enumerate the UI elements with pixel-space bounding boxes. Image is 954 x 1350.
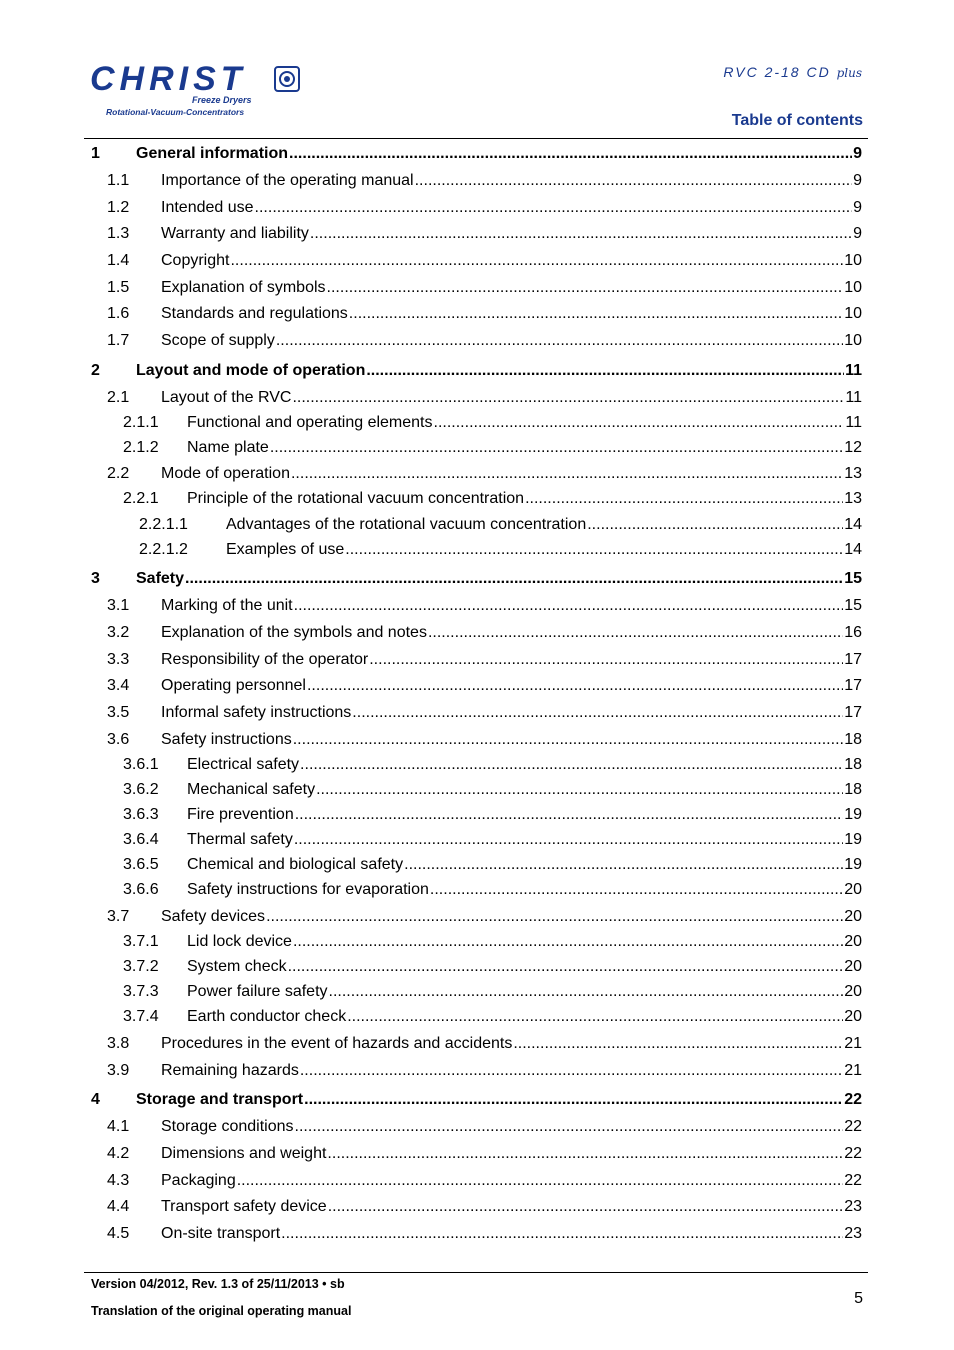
- toc-entry-number: 4.2: [107, 1145, 130, 1162]
- toc-entry[interactable]: [0, 651, 954, 673]
- section-title: Table of contents: [731, 112, 863, 129]
- toc-entry-page: 19: [844, 831, 862, 848]
- toc-dot-leader: [291, 465, 843, 483]
- toc-entry-number: 3.4: [107, 677, 130, 694]
- toc-entry-number: 1.4: [107, 252, 130, 269]
- toc-entry-title: System check: [187, 958, 287, 975]
- toc-entry-number: 1: [91, 145, 100, 162]
- toc-dot-leader: [293, 933, 843, 951]
- toc-entry-number: 4.1: [107, 1118, 130, 1135]
- toc-entry-page: 12: [844, 439, 862, 456]
- toc-entry-page: 21: [844, 1035, 862, 1052]
- toc-entry-page: 17: [844, 704, 862, 721]
- toc-entry[interactable]: [0, 1008, 954, 1030]
- toc-dot-leader: [327, 1145, 843, 1163]
- toc-dot-leader: [349, 305, 843, 323]
- toc-entry-page: 9: [853, 199, 862, 216]
- toc-entry-title: Dimensions and weight: [161, 1145, 327, 1162]
- toc-entry-title: On-site transport: [161, 1225, 281, 1242]
- toc-entry-page: 20: [844, 908, 862, 925]
- toc-entry-page: 17: [844, 677, 862, 694]
- toc-entry[interactable]: [0, 541, 954, 563]
- toc-entry-title: Electrical safety: [187, 756, 300, 773]
- toc-entry-title: Procedures in the event of hazards and accidents: [161, 1035, 513, 1052]
- toc-entry[interactable]: [0, 1172, 954, 1194]
- toc-entry-number: 3.3: [107, 651, 130, 668]
- toc-dot-leader: [329, 983, 844, 1001]
- toc-entry-page: 17: [844, 651, 862, 668]
- toc-entry-title: Importance of the operating manual: [161, 172, 414, 189]
- toc-dot-leader: [415, 172, 852, 190]
- toc-entry-page: 11: [845, 414, 862, 431]
- toc-entry-title: Fire prevention: [187, 806, 294, 823]
- toc-entry[interactable]: [0, 597, 954, 619]
- toc-entry-number: 3.7.2: [123, 958, 159, 975]
- toc-entry-title: Packaging: [161, 1172, 236, 1189]
- toc-entry-page: 10: [844, 305, 862, 322]
- toc-entry[interactable]: [0, 516, 954, 538]
- toc-dot-leader: [270, 439, 843, 457]
- toc-entry-number: 1.6: [107, 305, 130, 322]
- toc-entry[interactable]: [0, 624, 954, 646]
- toc-entry-page: 20: [844, 983, 862, 1000]
- toc-entry-title: Scope of supply: [161, 332, 275, 349]
- toc-entry-page: 13: [844, 490, 862, 507]
- toc-entry-page: 20: [844, 933, 862, 950]
- toc-dot-leader: [513, 1035, 843, 1053]
- toc-entry-number: 3.7.4: [123, 1008, 159, 1025]
- toc-dot-leader: [587, 516, 843, 534]
- toc-entry[interactable]: [0, 731, 954, 753]
- toc-entry[interactable]: [0, 199, 954, 221]
- toc-entry[interactable]: [0, 958, 954, 980]
- toc-entry-page: 10: [844, 252, 862, 269]
- toc-entry[interactable]: [0, 305, 954, 327]
- footer-translation-note: Translation of the original operating manual: [91, 1304, 352, 1318]
- toc-entry-title: Thermal safety: [187, 831, 293, 848]
- toc-entry[interactable]: [0, 983, 954, 1005]
- toc-entry[interactable]: [0, 362, 954, 384]
- toc-entry-number: 3.7.3: [123, 983, 159, 1000]
- toc-entry-title: Examples of use: [226, 541, 345, 558]
- toc-entry-number: 2.2.1.1: [139, 516, 188, 533]
- footer-divider: [84, 1272, 868, 1273]
- model-name-main: RVC 2-18 CD: [723, 64, 831, 80]
- toc-dot-leader: [430, 881, 843, 899]
- toc-entry-number: 2.1.2: [123, 439, 159, 456]
- toc-entry-number: 3.8: [107, 1035, 130, 1052]
- toc-dot-leader: [293, 731, 843, 749]
- toc-entry[interactable]: [0, 1145, 954, 1167]
- toc-entry[interactable]: [0, 831, 954, 853]
- toc-entry-title: Chemical and biological safety: [187, 856, 404, 873]
- toc-entry-page: 10: [844, 332, 862, 349]
- toc-entry-number: 3.9: [107, 1062, 130, 1079]
- toc-entry-title: Mode of operation: [161, 465, 290, 482]
- toc-entry[interactable]: [0, 781, 954, 803]
- toc-entry-page: 15: [844, 597, 862, 614]
- toc-entry-title: Operating personnel: [161, 677, 306, 694]
- toc-entry-number: 4.4: [107, 1198, 130, 1215]
- toc-entry-title: Storage conditions: [161, 1118, 294, 1135]
- toc-dot-leader: [428, 624, 843, 642]
- toc-entry-title: Responsibility of the operator: [161, 651, 369, 668]
- toc-entry-number: 1.7: [107, 332, 130, 349]
- toc-dot-leader: [276, 332, 843, 350]
- toc-entry-page: 15: [844, 570, 862, 587]
- toc-entry[interactable]: [0, 490, 954, 512]
- toc-entry-number: 2.2: [107, 465, 130, 482]
- toc-entry-page: 20: [844, 881, 862, 898]
- toc-entry-page: 22: [844, 1118, 862, 1135]
- toc-entry-page: 10: [844, 279, 862, 296]
- toc-entry[interactable]: [0, 570, 954, 592]
- toc-entry-number: 3.7: [107, 908, 130, 925]
- toc-entry[interactable]: [0, 933, 954, 955]
- logo-subtitle-rvc: Rotational-Vacuum-Concentrators: [106, 107, 245, 117]
- toc-dot-leader: [295, 1118, 844, 1136]
- toc-dot-leader: [288, 958, 844, 976]
- toc-entry[interactable]: [0, 677, 954, 699]
- toc-entry[interactable]: [0, 279, 954, 301]
- toc-dot-leader: [300, 756, 843, 774]
- toc-entry-number: 2.1.1: [123, 414, 159, 431]
- toc-entry-number: 2.1: [107, 389, 130, 406]
- toc-entry-number: 4.5: [107, 1225, 130, 1242]
- toc-entry-page: 18: [844, 731, 862, 748]
- toc-entry-title: Layout and mode of operation: [136, 362, 366, 379]
- toc-entry[interactable]: [0, 881, 954, 903]
- toc-entry-number: 3.2: [107, 624, 130, 641]
- toc-entry[interactable]: [0, 465, 954, 487]
- toc-entry-title: Informal safety instructions: [161, 704, 352, 721]
- toc-entry[interactable]: [0, 704, 954, 726]
- toc-entry-page: 9: [853, 145, 862, 162]
- toc-dot-leader: [352, 704, 843, 722]
- toc-entry-page: 13: [844, 465, 862, 482]
- toc-entry[interactable]: [0, 1062, 954, 1084]
- toc-entry[interactable]: [0, 1225, 954, 1247]
- toc-entry-page: 23: [844, 1198, 862, 1215]
- toc-entry-page: 23: [844, 1225, 862, 1242]
- toc-entry[interactable]: [0, 1091, 954, 1113]
- toc-entry[interactable]: [0, 414, 954, 436]
- toc-entry-title: Intended use: [161, 199, 254, 216]
- toc-entry[interactable]: [0, 145, 954, 167]
- toc-entry-title: General information: [136, 145, 289, 162]
- toc-entry-page: 20: [844, 958, 862, 975]
- toc-entry[interactable]: [0, 1035, 954, 1057]
- toc-dot-leader: [316, 781, 843, 799]
- toc-entry-number: 1.2: [107, 199, 130, 216]
- toc-entry-number: 3.6.6: [123, 881, 159, 898]
- toc-entry-title: Functional and operating elements: [187, 414, 433, 431]
- toc-dot-leader: [434, 414, 845, 432]
- toc-dot-leader: [266, 908, 843, 926]
- toc-dot-leader: [404, 856, 843, 874]
- toc-dot-leader: [281, 1225, 843, 1243]
- toc-entry-title: Name plate: [187, 439, 269, 456]
- toc-entry-page: 20: [844, 1008, 862, 1025]
- toc-entry-title: Storage and transport: [136, 1091, 304, 1108]
- toc-entry[interactable]: [0, 332, 954, 354]
- toc-entry-number: 3.1: [107, 597, 130, 614]
- toc-entry-title: Safety devices: [161, 908, 266, 925]
- toc-entry-page: 11: [845, 362, 862, 379]
- toc-entry-page: 14: [844, 541, 862, 558]
- toc-entry[interactable]: [0, 252, 954, 274]
- toc-entry-page: 16: [844, 624, 862, 641]
- toc-entry-title: Lid lock device: [187, 933, 292, 950]
- toc-entry-title: Safety: [136, 570, 185, 587]
- toc-entry-page: 19: [844, 856, 862, 873]
- toc-dot-leader: [525, 490, 843, 508]
- toc-entry-title: Marking of the unit: [161, 597, 293, 614]
- toc-entry-page: 22: [844, 1091, 862, 1108]
- toc-dot-leader: [294, 831, 843, 849]
- toc-dot-leader: [327, 279, 844, 297]
- toc-entry-number: 1.3: [107, 225, 130, 242]
- toc-entry[interactable]: [0, 806, 954, 828]
- toc-entry-title: Remaining hazards: [161, 1062, 299, 1079]
- toc-entry-number: 3.6: [107, 731, 130, 748]
- toc-dot-leader: [369, 651, 843, 669]
- toc-dot-leader: [307, 677, 843, 695]
- toc-dot-leader: [294, 597, 844, 615]
- toc-entry-page: 22: [844, 1172, 862, 1189]
- toc-entry-title: Transport safety device: [161, 1198, 327, 1215]
- toc-dot-leader: [255, 199, 853, 217]
- toc-entry[interactable]: [0, 908, 954, 930]
- toc-entry-title: Explanation of symbols: [161, 279, 326, 296]
- toc-dot-leader: [237, 1172, 843, 1190]
- toc-entry-title: Layout of the RVC: [161, 389, 292, 406]
- toc-entry[interactable]: [0, 172, 954, 194]
- toc-entry-page: 9: [853, 225, 862, 242]
- toc-entry-number: 3.5: [107, 704, 130, 721]
- toc-dot-leader: [366, 362, 844, 380]
- toc-dot-leader: [292, 389, 844, 407]
- toc-entry-number: 3: [91, 570, 100, 587]
- toc-entry-title: Safety instructions: [161, 731, 292, 748]
- toc-entry-page: 11: [845, 389, 862, 406]
- toc-entry-number: 4.3: [107, 1172, 130, 1189]
- toc-entry-number: 1.1: [107, 172, 130, 189]
- toc-entry-number: 2: [91, 362, 100, 379]
- logo-wordmark: CHRIST: [90, 60, 247, 98]
- toc-dot-leader: [345, 541, 843, 559]
- toc-dot-leader: [310, 225, 852, 243]
- toc-entry-page: 22: [844, 1145, 862, 1162]
- toc-entry-number: 3.7.1: [123, 933, 159, 950]
- toc-entry-title: Earth conductor check: [187, 1008, 347, 1025]
- toc-entry-title: Power failure safety: [187, 983, 328, 1000]
- toc-entry-page: 9: [853, 172, 862, 189]
- toc-entry-number: 2.2.1: [123, 490, 159, 507]
- toc-entry-number: 1.5: [107, 279, 130, 296]
- toc-entry-page: 18: [844, 781, 862, 798]
- toc-entry-number: 3.6.3: [123, 806, 159, 823]
- toc-entry[interactable]: [0, 225, 954, 247]
- toc-entry-number: 4: [91, 1091, 100, 1108]
- toc-entry-number: 3.6.1: [123, 756, 159, 773]
- toc-dot-leader: [300, 1062, 843, 1080]
- toc-entry-title: Advantages of the rotational vacuum concentration: [226, 516, 587, 533]
- footer-version: Version 04/2012, Rev. 1.3 of 25/11/2013 • sb: [91, 1277, 345, 1291]
- toc-dot-leader: [289, 145, 852, 163]
- toc-entry-number: 3.6.5: [123, 856, 159, 873]
- toc-entry-title: Warranty and liability: [161, 225, 309, 242]
- toc-entry-title: Copyright: [161, 252, 230, 269]
- toc-dot-leader: [347, 1008, 843, 1026]
- page-number: 5: [854, 1290, 863, 1307]
- toc-entry[interactable]: [0, 1118, 954, 1140]
- logo-subtitle-freeze-dryers: Freeze Dryers: [192, 95, 252, 105]
- toc-entry[interactable]: [0, 439, 954, 461]
- toc-dot-leader: [304, 1091, 843, 1109]
- toc-entry-number: 3.6.4: [123, 831, 159, 848]
- toc-dot-leader: [295, 806, 843, 824]
- toc-entry-title: Standards and regulations: [161, 305, 348, 322]
- toc-entry-number: 2.2.1.2: [139, 541, 188, 558]
- toc-entry-number: 3.6.2: [123, 781, 159, 798]
- toc-entry[interactable]: [0, 856, 954, 878]
- toc-dot-leader: [185, 570, 843, 588]
- toc-entry-page: 14: [844, 516, 862, 533]
- toc-dot-leader: [328, 1198, 844, 1216]
- toc-entry[interactable]: [0, 1198, 954, 1220]
- toc-entry-title: Safety instructions for evaporation: [187, 881, 429, 898]
- toc-dot-leader: [230, 252, 843, 270]
- toc-entry-title: Mechanical safety: [187, 781, 316, 798]
- toc-entry[interactable]: [0, 389, 954, 411]
- model-name-suffix: plus: [836, 66, 862, 80]
- toc-entry[interactable]: [0, 756, 954, 778]
- toc-entry-page: 18: [844, 756, 862, 773]
- toc-entry-page: 19: [844, 806, 862, 823]
- toc-entry-page: 21: [844, 1062, 862, 1079]
- toc-entry-title: Explanation of the symbols and notes: [161, 624, 427, 641]
- toc-entry-title: Principle of the rotational vacuum concentration: [187, 490, 525, 507]
